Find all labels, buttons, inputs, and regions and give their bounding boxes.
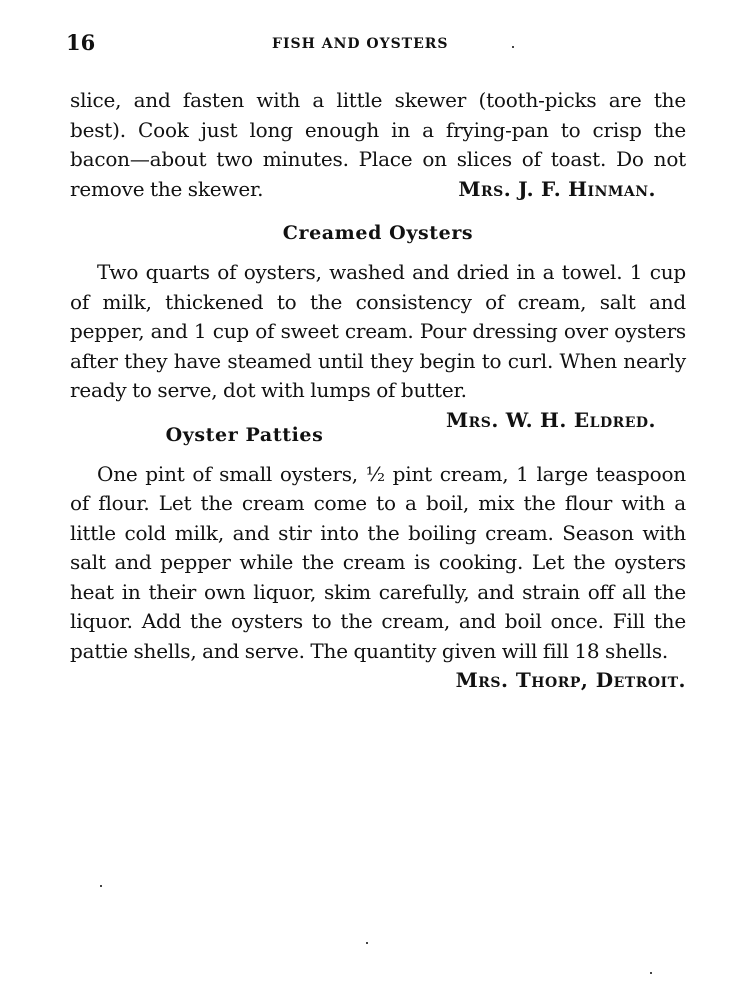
- page-header: [66, 30, 686, 60]
- print-speck: [366, 942, 368, 944]
- recipe-signature: Mrs. Thorp, Detroit.: [455, 668, 686, 692]
- recipe-text: Two quarts of oysters, washed and dried in a towel. 1 cup of milk, thickened to the consistency of cream, salt and pepper, and 1 cup of sweet cream. Pour dressing over oysters after they have steamed until they begin to curl. When nearly ready to serve, dot with lumps of butter.: [70, 260, 686, 402]
- recipe-signature: Mrs. W. H. Eldred.: [445, 407, 656, 432]
- recipe-signature: Mrs. J. F. Hinman.: [458, 176, 656, 201]
- recipe-text: slice, and fasten with a little skewer (tooth-picks are the best). Cook just long enough in a frying-pan to crisp the bacon—about two minutes. Place on slices of toast. Do not remove the skewer.: [70, 88, 686, 201]
- recipe-text: One pint of small oysters, ½ pint cream, 1 large teaspoon of flour. Let the cream come to a boil, mix the flour with a little cold milk, and stir into the boiling cream. Season with salt and pepper while the cream is cooking. Let the oysters heat in their own liquor, skim carefully, and strain off all the liquor. Add the oysters to the cream, and boil once. Fill the pattie shells, and serve. The quantity given will fill 18 shells.: [70, 461, 686, 663]
- print-speck: [650, 972, 652, 974]
- page-content: [70, 86, 686, 696]
- recipe-heading-creamed-oysters: Creamed Oysters: [282, 222, 474, 244]
- running-head: FISH AND OYSTERS: [272, 36, 449, 52]
- page-number: 16: [66, 30, 96, 55]
- print-speck: [100, 885, 102, 887]
- print-speck: [512, 46, 514, 48]
- recipe-continuation: [70, 86, 686, 204]
- recipe-oyster-patties: [70, 460, 686, 667]
- recipe-heading-oyster-patties: Oyster Patties: [165, 423, 324, 446]
- recipe-creamed-oysters: [70, 258, 686, 432]
